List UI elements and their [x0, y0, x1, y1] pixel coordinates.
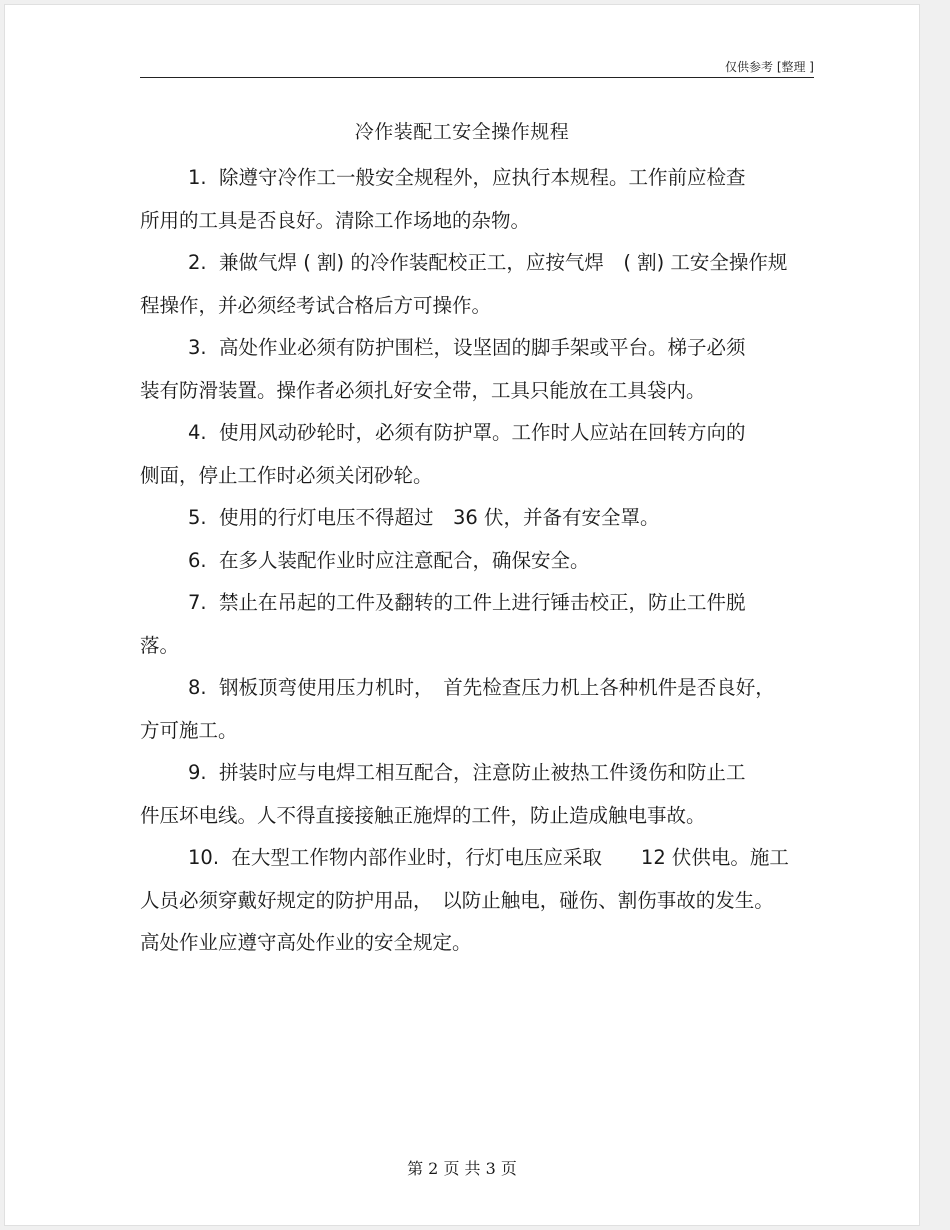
paragraph-9 [140, 752, 814, 837]
document-title: 冷作装配工安全操作规程 [354, 121, 570, 143]
paragraph-3 [140, 327, 814, 412]
paragraph-line: 侧面，停止工作时必须关闭砂轮。 [140, 463, 433, 487]
paragraph-8 [140, 667, 814, 752]
document-body [140, 157, 814, 965]
paragraph-line: 7. 禁止在吊起的工件及翻转的工件上进行锤击校正，防止工件脱 [188, 591, 746, 614]
header-divider [140, 77, 814, 78]
paragraph-line: 1. 除遵守冷作工一般安全规程外，应执行本规程。工作前应检查 [188, 166, 746, 189]
paragraph-line: 人员必须穿戴好规定的防护用品， 以防止触电，碰伤、割伤事故的发生。 [140, 888, 774, 912]
paragraph-line: 程操作，并必须经考试合格后方可操作。 [140, 293, 492, 317]
paragraph-4 [140, 412, 814, 497]
paragraph-2 [140, 242, 814, 327]
paragraph-line: 方可施工。 [140, 718, 238, 742]
paragraph-10 [140, 837, 814, 965]
header-note: 仅供参考 [整理 ] [725, 60, 814, 74]
paragraph-line: 3. 高处作业必须有防护围栏，设坚固的脚手架或平台。梯子必须 [188, 336, 746, 359]
paragraph-line: 落。 [140, 633, 180, 657]
paragraph-line: 9. 拼装时应与电焊工相互配合，注意防止被热工件烫伤和防止工 [188, 761, 746, 784]
paragraph-line: 件压坏电线。人不得直接接触正施焊的工件，防止造成触电事故。 [140, 803, 706, 827]
paragraph-line: 高处作业应遵守高处作业的安全规定。 [140, 931, 472, 954]
document-page [4, 4, 920, 1226]
paragraph-line: 装有防滑装置。操作者必须扎好安全带，工具只能放在工具袋内。 [140, 378, 706, 402]
paragraph-line: 2. 兼做气焊 ( 割) 的冷作装配校正工，应按气焊 ( 割) 工安全操作规 [188, 251, 788, 274]
paragraph-line: 5. 使用的行灯电压不得超过 36 伏，并备有安全罩。 [188, 506, 660, 529]
paragraph-5 [140, 497, 814, 540]
paragraph-line: 6. 在多人装配作业时应注意配合，确保安全。 [188, 548, 590, 572]
paragraph-7 [140, 582, 814, 667]
paragraph-6 [140, 540, 814, 583]
paragraph-line: 4. 使用风动砂轮时，必须有防护罩。工作时人应站在回转方向的 [188, 421, 746, 444]
page-number: 第 2 页 共 3 页 [407, 1159, 517, 1178]
paragraph-line: 10. 在大型工作物内部作业时，行灯电压应采取 12 伏供电。施工 [188, 846, 789, 869]
paragraph-line: 8. 钢板顶弯使用压力机时， 首先检查压力机上各种机件是否良好， [188, 676, 775, 699]
paragraph-line: 所用的工具是否良好。清除工作场地的杂物。 [140, 208, 531, 232]
paragraph-1 [140, 157, 814, 242]
